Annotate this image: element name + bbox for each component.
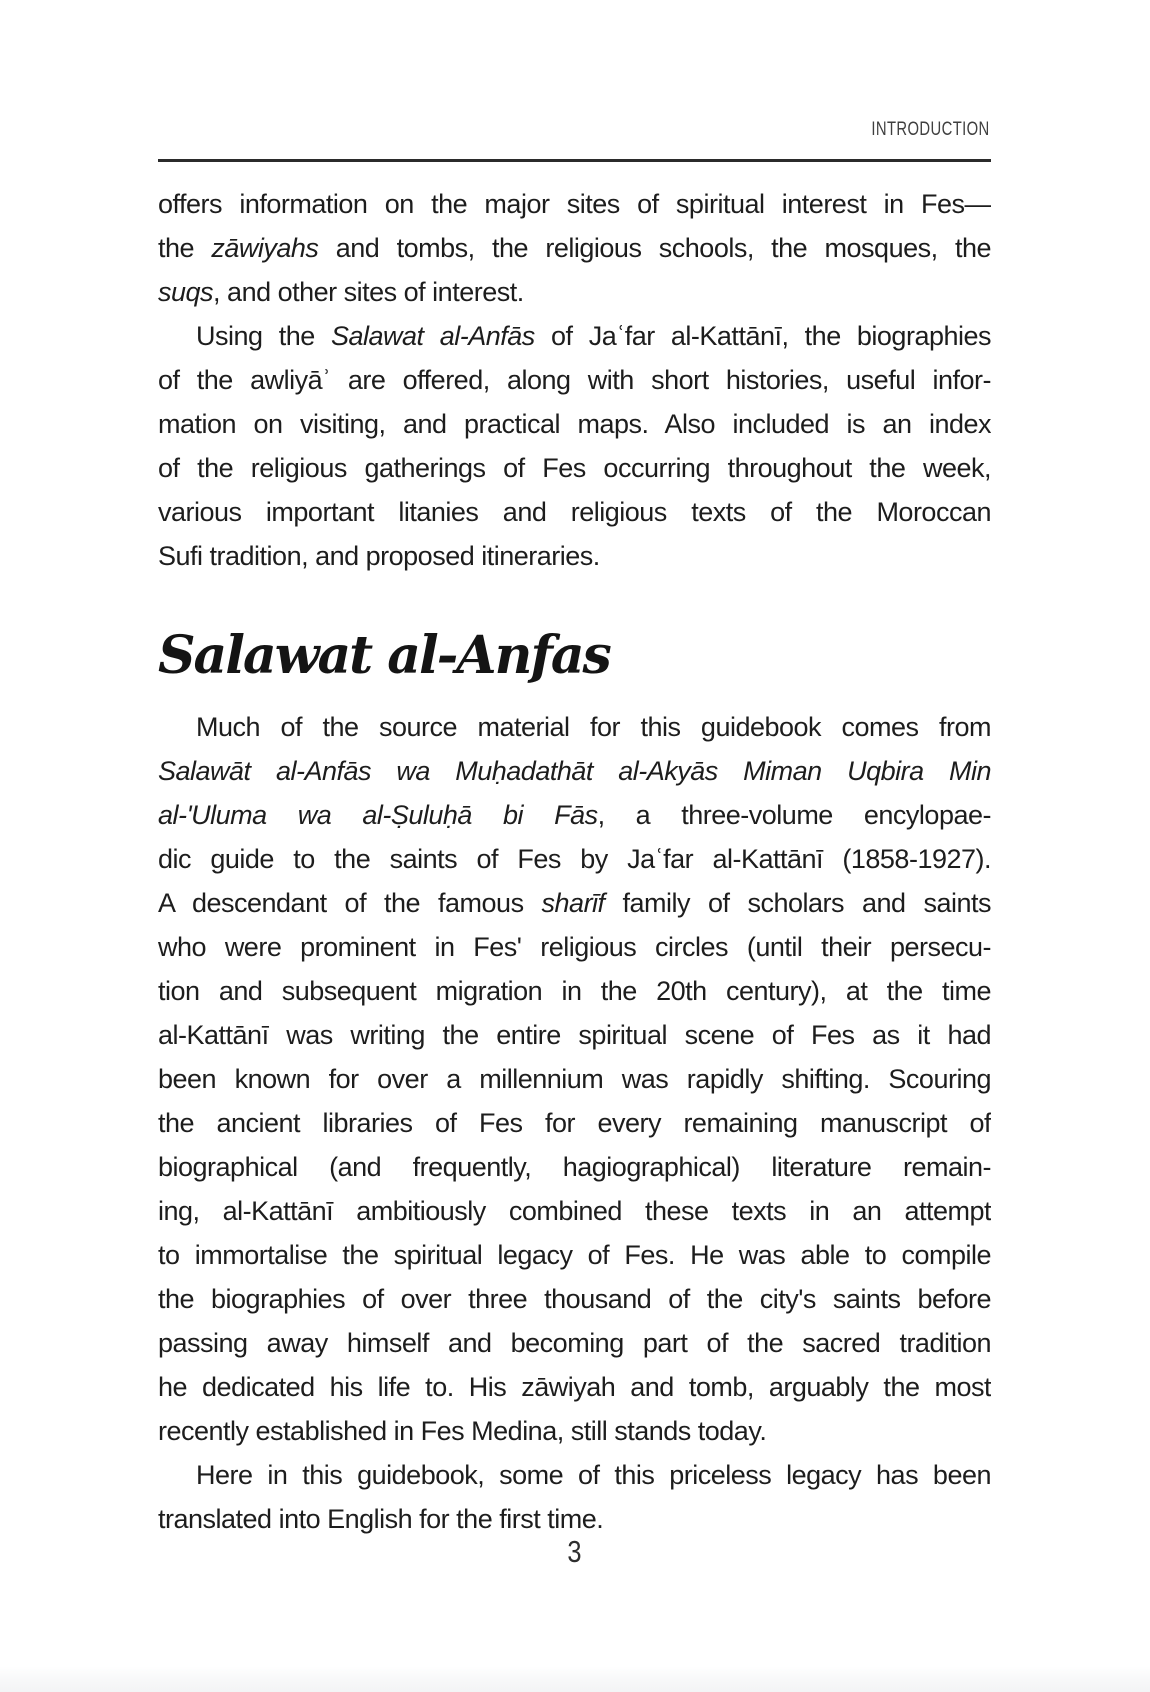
italic-run: sharīf <box>541 888 605 918</box>
text-line <box>158 226 991 270</box>
text-line <box>158 270 991 314</box>
italic-run: zāwiyahs <box>211 233 319 263</box>
text-line <box>158 1013 991 1057</box>
text-line <box>158 881 991 925</box>
text-run: ing, al-Kattānī ambitiously combined these texts in an attempt <box>158 1196 991 1226</box>
text-line <box>158 837 991 881</box>
text-line <box>158 925 991 969</box>
italic-run: al-'Uluma wa al-Ṣuluḥā bi Fās <box>158 800 598 830</box>
page-number: 3 <box>567 1534 582 1569</box>
text-line <box>158 1057 991 1101</box>
paragraph <box>158 314 991 578</box>
text-run: the ancient libraries of Fes for every remaining manuscript of <box>158 1108 991 1138</box>
header-rule <box>158 159 991 162</box>
text-line <box>158 793 991 837</box>
text-line <box>158 358 991 402</box>
text-run: A descendant of the famous <box>158 888 542 918</box>
section-paragraphs <box>158 705 991 1541</box>
text-line <box>158 402 991 446</box>
text-run: Much of the source material for this guidebook comes from <box>196 712 991 742</box>
paragraph <box>158 182 991 314</box>
text-line <box>158 182 991 226</box>
text-run: he dedicated his life to. His zāwiyah and tomb, arguably the most <box>158 1372 991 1402</box>
text-run: Using the <box>196 321 331 351</box>
intro-continuation-paragraphs <box>158 182 991 578</box>
text-run: Here in this guidebook, some of this priceless legacy has been <box>196 1460 991 1490</box>
text-line <box>158 1453 991 1497</box>
text-run: of the awliyāʾ are offered, along with short histories, useful infor- <box>158 365 991 395</box>
text-line <box>158 446 991 490</box>
text-line <box>158 1321 991 1365</box>
text-run: , a three-volume encylopae- <box>597 800 991 830</box>
text-line <box>158 705 991 749</box>
page-edge-shadow <box>0 1666 1150 1692</box>
text-run: the biographies of over three thousand of the city's saints before <box>158 1284 991 1314</box>
text-run: dic guide to the saints of Fes by Jaʿfar al-Kattānī (1858-1927). <box>158 844 991 874</box>
text-line <box>158 749 991 793</box>
text-run: translated into English for the first time. <box>158 1504 604 1534</box>
text-run: the <box>158 233 212 263</box>
text-run: passing away himself and becoming part of the sacred tradition <box>158 1328 991 1358</box>
text-run: al-Kattānī was writing the entire spiritual scene of Fes as it had <box>158 1020 991 1050</box>
text-run: biographical (and frequently, hagiographical) literature remain- <box>158 1152 991 1182</box>
running-header: INTRODUCTION <box>871 119 990 140</box>
text-line <box>158 1145 991 1189</box>
text-line <box>158 1189 991 1233</box>
text-line <box>158 1365 991 1409</box>
text-line <box>158 1277 991 1321</box>
text-run: been known for over a millennium was rapidly shifting. Scouring <box>158 1064 991 1094</box>
italic-run: Salawat al-Anfās <box>330 321 535 351</box>
section-heading: Salawat al-Anfas <box>158 625 610 686</box>
text-line <box>158 1101 991 1145</box>
text-line <box>158 534 991 578</box>
text-line <box>158 1409 991 1453</box>
paragraph <box>158 1453 991 1541</box>
text-run: of Jaʿfar al-Kattānī, the biographies <box>534 321 991 351</box>
text-line <box>158 1233 991 1277</box>
text-run: family of scholars and saints <box>604 888 991 918</box>
text-run: of the religious gatherings of Fes occurring throughout the week, <box>158 453 991 483</box>
text-run: recently established in Fes Medina, still stands today. <box>158 1416 767 1446</box>
text-line <box>158 969 991 1013</box>
text-run: offers information on the major sites of spiritual interest in Fes— <box>158 189 991 219</box>
text-run: mation on visiting, and practical maps. Also included is an index <box>158 409 991 439</box>
text-run: Sufi tradition, and proposed itineraries. <box>158 541 600 571</box>
italic-run: Salawāt al-Anfās wa Muḥadathāt al-Akyās Miman Uqbira Min <box>158 756 991 786</box>
page-body <box>158 182 991 1541</box>
text-run: various important litanies and religious texts of the Moroccan <box>158 497 991 527</box>
text-line <box>158 314 991 358</box>
text-run: tion and subsequent migration in the 20th century), at the time <box>158 976 991 1006</box>
text-run: to immortalise the spiritual legacy of Fes. He was able to compile <box>158 1240 991 1270</box>
text-run: , and other sites of interest. <box>213 277 524 307</box>
text-run: who were prominent in Fes' religious circles (until their persecu- <box>158 932 991 962</box>
text-line <box>158 490 991 534</box>
text-run: and tombs, the religious schools, the mosques, the <box>318 233 991 263</box>
paragraph <box>158 705 991 1453</box>
italic-run: suqs <box>158 277 214 307</box>
